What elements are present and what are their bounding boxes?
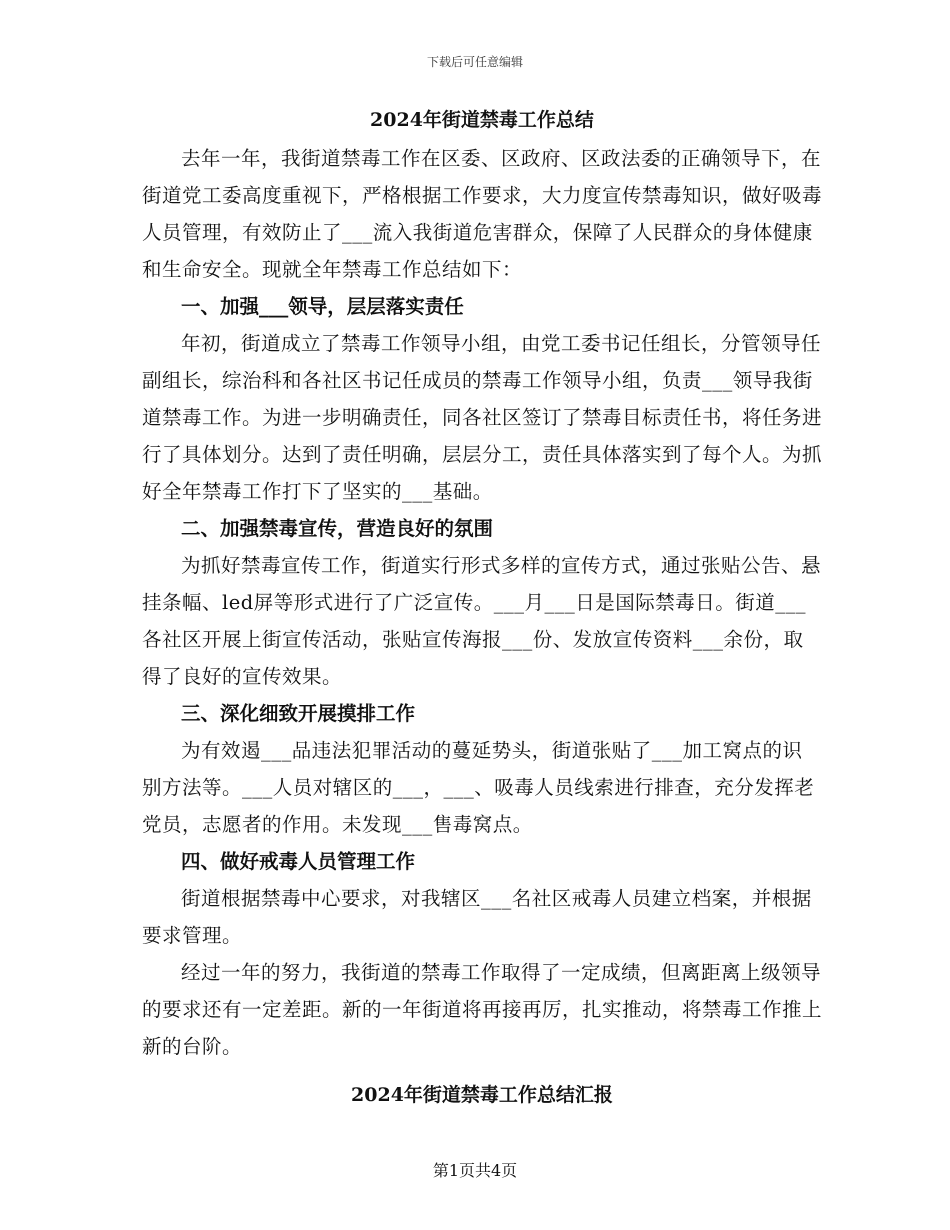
page-header-note: 下载后可任意编辑 — [426, 55, 523, 69]
section-body-3: 为有效遏___品违法犯罪活动的蔓延势头，街道张贴了___加工窝点的识别方法等。___人员对辖区的___，___、吸毒人员线索进行排查，充分发挥老党员，志愿者的作用。未发现___售毒窝点。 — [142, 739, 815, 836]
next-document-title: 2024年街道禁毒工作总结汇报 — [351, 1084, 613, 1106]
intro-paragraph: 去年一年，我街道禁毒工作在区委、区政府、区政法委的正确领导下，在街道党工委高度重视下，严格根据工作要求，大力度宣传禁毒知识，做好吸毒人员管理，有效防止了___流入我街道危害群众，保障了人民群众的身体健康和生命安全。现就全年禁毒工作总结如下： — [142, 147, 823, 281]
document-body — [142, 108, 822, 1107]
document-title: 2024年街道禁毒工作总结 — [370, 109, 594, 131]
conclusion-paragraph: 经过一年的努力，我街道的禁毒工作取得了一定成绩，但离距离上级领导的要求还有一定差距。新的一年街道将再接再厉，扎实推动，将禁毒工作推上新的台阶。 — [142, 961, 823, 1058]
section-heading-2: 二、加强禁毒宣传，营造良好的氛围 — [181, 517, 494, 540]
section-heading-3: 三、深化细致开展摸排工作 — [181, 702, 416, 725]
section-body-1: 年初，街道成立了禁毒工作领导小组，由党工委书记任组长，分管领导任副组长，综治科和各社区书记任成员的禁毒工作领导小组，负责___领导我街道禁毒工作。为进一步明确责任，同各社区签订了禁毒目标责任书，将任务进行了具体划分。达到了责任明确，层层分工，责任具体落实到了每个人。为抓好全年禁毒工作打下了坚实的___基础。 — [142, 332, 823, 503]
section-body-2: 为抓好禁毒宣传工作，街道实行形式多样的宣传方式，通过张贴公告、悬挂条幅、led屏等形式进行了广泛宣传。___月___日是国际禁毒日。街道___各社区开展上街宣传活动，张贴宣传海报___份、发放宣传资料___余份，取得了良好的宣传效果。 — [142, 554, 822, 688]
section-heading-4: 四、做好戒毒人员管理工作 — [181, 850, 416, 873]
page-number: 第1页共4页 — [432, 1161, 518, 1180]
section-body-4: 街道根据禁毒中心要求，对我辖区___名社区戒毒人员建立档案，并根据要求管理。 — [142, 887, 812, 947]
section-heading-1: 一、加强___领导，层层落实责任 — [181, 295, 464, 318]
